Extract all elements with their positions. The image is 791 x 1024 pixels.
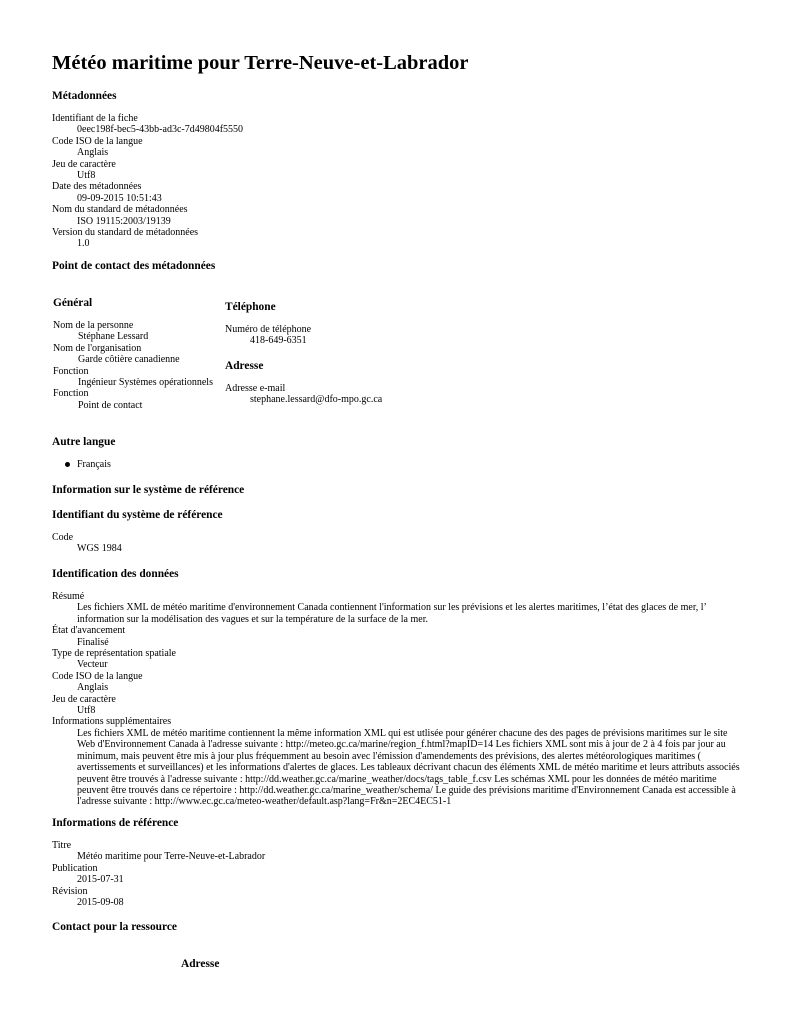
standard-version-value: 1.0 <box>77 238 90 250</box>
general-fields <box>53 320 213 411</box>
list-item: Français <box>52 459 111 470</box>
page-title: Météo maritime pour Terre-Neuve-et-Labrador <box>52 52 469 74</box>
summary-text: Les fichiers XML de météo maritime d'environnement Canada contiennent l'information sur les prévisions et les alertes maritimes, l’état des glaces de mer, l’ information sur la modélisation des vagues et sur la température de la surface de la mer. <box>77 602 707 625</box>
standard-name-label: Nom du standard de métadonnées <box>52 204 188 216</box>
resource-charset-value: Utf8 <box>77 705 96 717</box>
reference-system-fields <box>52 532 122 555</box>
extra-info-label: Informations supplémentaires <box>52 716 172 728</box>
language-code-value: Anglais <box>77 147 109 159</box>
charset-label: Jeu de caractère <box>52 158 116 170</box>
reference-system-id-heading: Identifiant du système de référence <box>52 509 223 521</box>
resource-address-heading: Adresse <box>181 958 220 970</box>
data-identification-fields <box>52 591 742 808</box>
title-value: Météo maritime pour Terre-Neuve-et-Labrador <box>77 851 266 863</box>
metadata-heading: Métadonnées <box>52 90 117 102</box>
reference-info-fields <box>52 840 265 908</box>
charset-value: Utf8 <box>77 170 96 182</box>
general-heading: Général <box>53 297 93 309</box>
metadata-date-label: Date des métadonnées <box>52 181 142 193</box>
data-identification-heading: Identification des données <box>52 568 179 580</box>
other-language-list <box>52 459 111 470</box>
standard-name-value: ISO 19115:2003/19139 <box>77 215 171 227</box>
person-name-label: Nom de la personne <box>53 320 134 331</box>
organisation-value: Garde côtière canadienne <box>78 354 180 366</box>
phone-fields <box>225 324 311 347</box>
extra-info-text: Les fichiers XML de météo maritime contiennent la même information XML qui est utlisée pour générer chacune des des pages de prévisions maritimes sur le site Web d'Environnement Canada à l'adresse suivante : http://meteo.gc.ca/marine/region_f.html?mapID=14 Les fichiers XML sont mis à jour de 2 à 4 fois par jour au minimum, mais peuvent être mis à jour plus fréquemment au besoin avec l'émission d'amendements des prévisions, des alertes météorologiques maritimes ( avertissements et surveillances) et les informations d'alertes de glaces. Les tableaux décrivant chacun des éléments XML de météo maritime et leurs attributs associés peuvent être trouvés à l'adresse suivante : http://dd.weather.gc.ca/marine_weather/docs/tags_table_f.csv Les schémas XML pour les données de météo maritime peuvent être trouvés dans ce répertoire : http://dd.weather.gc.ca/marine_weather/schema/ Le guide des prévisions maritime d'Environnement Canada est accessible à l'adresse suivante : http://www.ec.gc.ca/meteo-weather/default.asp?lang=Fr&n=2EC4EC51-1 <box>77 727 740 808</box>
resource-language-value: Anglais <box>77 682 109 694</box>
record-id-label: Identifiant de la fiche <box>52 113 138 124</box>
email-label: Adresse e-mail <box>225 383 286 394</box>
person-name-value: Stéphane Lessard <box>78 331 149 343</box>
organisation-label: Nom de l'organisation <box>53 342 142 354</box>
revision-value: 2015-09-08 <box>77 897 124 909</box>
resource-charset-label: Jeu de caractère <box>52 693 116 705</box>
role-label: Fonction <box>53 388 89 400</box>
code-label: Code <box>52 532 74 543</box>
address-fields <box>225 383 382 406</box>
metadata-fields <box>52 113 243 250</box>
email-value[interactable]: stephane.lessard@dfo-mpo.gc.ca <box>250 394 383 406</box>
spatial-type-value: Vecteur <box>77 659 108 671</box>
spatial-type-label: Type de représentation spatiale <box>52 648 176 660</box>
contact-heading: Point de contact des métadonnées <box>52 260 216 272</box>
standard-version-label: Version du standard de métadonnées <box>52 227 199 239</box>
phone-label: Numéro de téléphone <box>225 324 312 335</box>
position-label: Fonction <box>53 365 89 377</box>
record-id-value: 0eec198f-bec5-43bb-ad3c-7d49804f5550 <box>77 124 244 136</box>
publication-label: Publication <box>52 862 98 874</box>
other-language-heading: Autre langue <box>52 436 116 448</box>
status-label: État d'avancement <box>52 625 126 637</box>
revision-label: Révision <box>52 885 88 897</box>
reference-info-heading: Informations de référence <box>52 817 179 829</box>
summary-label: Résumé <box>52 591 85 602</box>
status-value: Finalisé <box>77 636 109 648</box>
code-value: WGS 1984 <box>77 543 122 555</box>
position-value: Ingénieur Systèmes opérationnels <box>78 377 213 389</box>
publication-value: 2015-07-31 <box>77 874 124 886</box>
phone-value: 418-649-6351 <box>250 335 307 347</box>
address-heading: Adresse <box>225 360 264 372</box>
metadata-date-value: 09-09-2015 10:51:43 <box>77 192 162 204</box>
title-label: Titre <box>52 840 72 851</box>
resource-language-label: Code ISO de la langue <box>52 670 143 682</box>
role-value: Point de contact <box>78 399 143 411</box>
resource-contact-heading: Contact pour la ressource <box>52 921 177 933</box>
phone-heading: Téléphone <box>225 301 276 313</box>
reference-system-heading: Information sur le système de référence <box>52 484 245 496</box>
language-code-label: Code ISO de la langue <box>52 135 143 147</box>
